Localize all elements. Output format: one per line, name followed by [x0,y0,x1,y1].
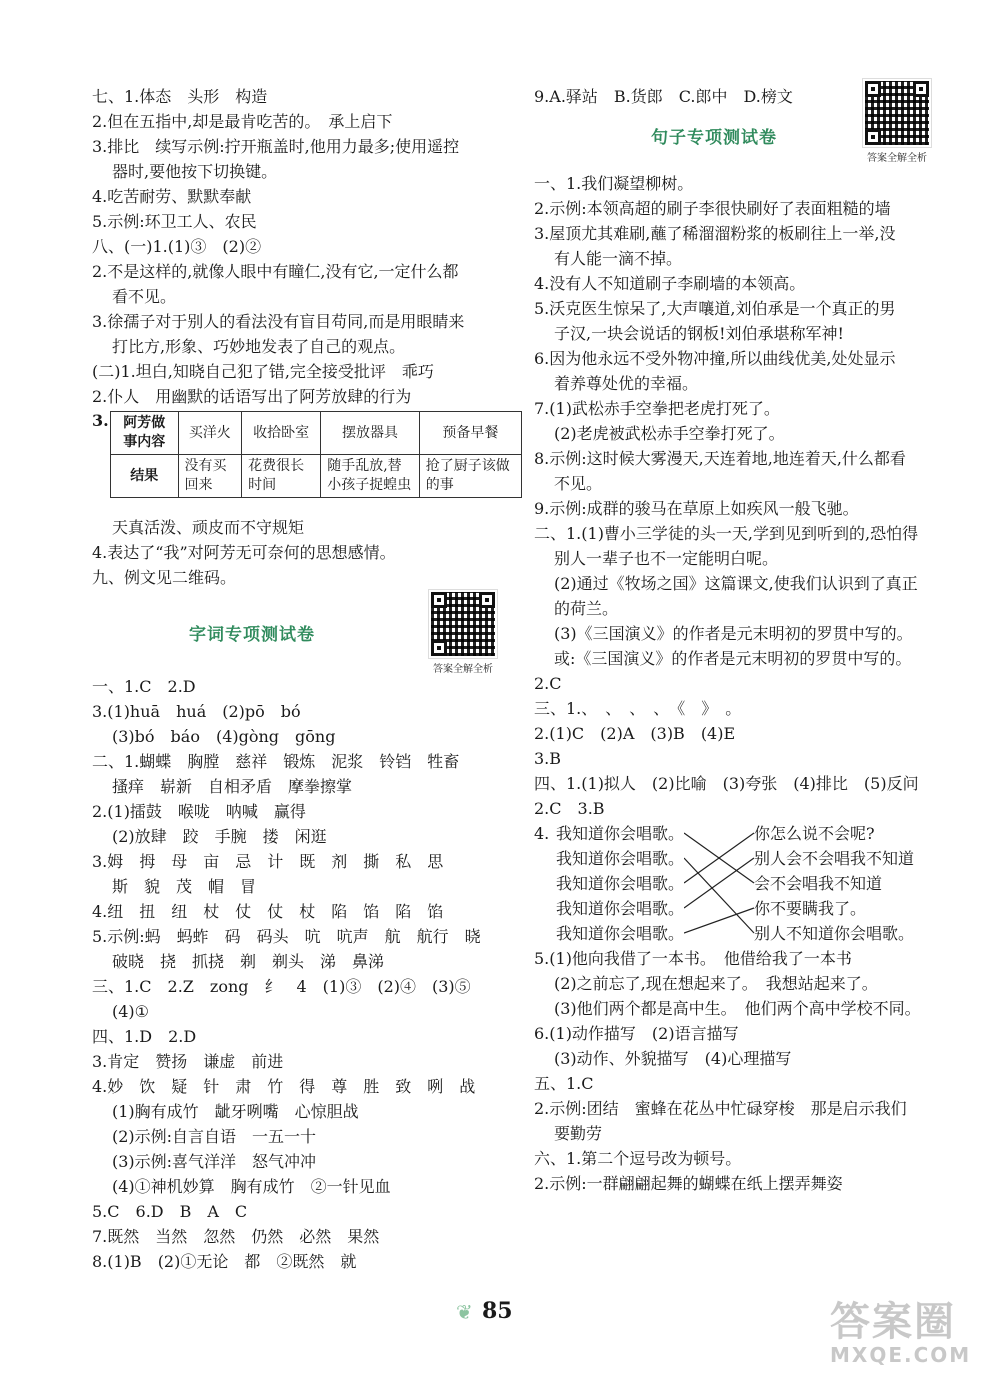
answer-line: (2)老虎被武松赤手空拳打死了。 [554,424,785,443]
answer-line: 看不见。 [112,287,177,306]
section-title-juzi: 句子专项测试卷 [651,128,777,148]
table-cell: 收拾卧室 [242,412,321,455]
table-question-number: 3. [92,411,109,430]
right-column [534,84,954,1196]
answer-line: 子汉,一块会说话的钢板!刘伯承堪称军神! [554,324,844,343]
answer-line: (2)示例:自言自语 一五一十 [112,1127,317,1146]
cihui-header [92,590,522,674]
list-item: 你怎么说不会呢? [754,824,875,843]
qr-code-icon [429,590,497,658]
list-item: 别人不知道你会唱歌。 [754,924,915,943]
answer-line: 破晓 挠 抓挠 剃 剃头 涕 鼻涕 [112,952,385,971]
answer-line: (3)他们两个都是高中生。 他们两个高中学校不同。 [554,999,921,1018]
answer-line: 3.(1)huā huá (2)pō bó [92,702,301,721]
answer-line: 7.(1)武松赤手空拳把老虎打死了。 [534,399,780,418]
table-cell: 随手乱放,替小孩子捉蝗虫 [321,455,420,498]
answer-line: 要勤劳 [554,1124,603,1143]
table-cell: 阿芳做事内容 [111,412,179,455]
list-item: 我知道你会唱歌。 [556,874,685,893]
answer-line: 6.因为他永远不受外物冲撞,所以曲线优美,处处显示 [534,349,896,368]
answer-line: 2.但在五指中,却是最肯吃苦的。 承上启下 [92,112,393,131]
match-lines [684,821,756,946]
matching-exercise [534,821,954,946]
qr-caption: 答案全解全析 [867,153,927,164]
answer-line: 五、1.C [534,1074,594,1093]
answer-line: 四、1.(1)拟人 (2)比喻 (3)夸张 (4)排比 (5)反问 [534,774,919,793]
watermark-text: 答案圈 [830,1299,956,1345]
answer-line: 5.示例:蚂 蚂蚱 码 码头 吭 吭声 航 航行 晓 [92,927,481,946]
answer-line: 2.C 3.B [534,799,605,818]
left-column [92,84,522,1274]
answer-line: (2)放肆 跤 手腕 搂 闲逛 [112,827,327,846]
answer-line: 4.吃苦耐劳、默默奉献 [92,187,252,206]
qr-caption: 答案全解全析 [433,664,493,675]
answer-line: (2)之前忘了,现在想起来了。 我想站起来了。 [554,974,878,993]
answer-line: 天真活泼、顽皮而不守规矩 [112,518,305,537]
answer-line: 或:《三国演义》的作者是元末明初的罗贯中写的。 [554,649,912,668]
answer-line: 6.(1)动作描写 (2)语言描写 [534,1024,739,1043]
answer-line: 4.没有人不知道刷子李刷墙的本领高。 [534,274,806,293]
match-line [684,858,754,908]
answer-line: 别人一辈子也不一定能明白呢。 [554,549,779,568]
answer-line: 2.(1)C (2)A (3)B (4)E [534,724,736,743]
table-cell: 预备早餐 [419,412,521,455]
answer-line: 搔痒 崭新 自相矛盾 摩拳擦掌 [112,777,353,796]
answer-line: 7.既然 当然 忽然 仍然 必然 果然 [92,1227,380,1246]
answer-line: 4.纽 扭 纽 杖 仗 仗 杖 陷 馅 陷 馅 [92,902,444,921]
list-item: 别人会不会唱我不知道 [754,849,915,868]
answer-line: 三、1.C 2.Z zong 纟 4 (1)③ (2)④ (3)⑤ [92,977,471,996]
table-row [111,412,522,455]
list-item: 你不要瞒我了。 [754,899,867,918]
qr-code-icon [863,79,931,147]
answer-line: 9.A.驿站 B.货郎 C.郎中 D.榜文 [534,87,793,106]
juzi-header [534,109,954,171]
answer-line: 2.(1)擂鼓 喉咙 呐喊 赢得 [92,802,306,821]
table-cell: 抢了厨子该做的事 [419,455,521,498]
answer-line: 打比方,形象、巧妙地发表了自己的观点。 [112,337,406,356]
answer-line: 3.屋顶尤其难刷,蘸了稀溜溜粉浆的板刷往上一举,没 [534,224,896,243]
answer-line: 4.妙 饮 疑 针 肃 竹 得 尊 胜 致 咧 战 [92,1077,476,1096]
afang-table-block [92,411,522,509]
answer-line: 一、1.我们凝望柳树。 [534,174,694,193]
answer-line: 4.表达了“我”对阿芳无可奈何的思想感情。 [92,543,396,562]
answer-line: (4)① [112,1002,150,1021]
answer-line: 5.(1)他向我借了一本书。 他借给我了一本书 [534,949,852,968]
answer-line: 六、1.第二个逗号改为顿号。 [534,1149,742,1168]
table-cell: 结果 [111,455,179,498]
answer-line: (3)示例:喜气洋洋 怒气冲冲 [112,1152,317,1171]
answer-line: 3.姆 拇 母 亩 忌 计 既 剂 撕 私 思 [92,852,444,871]
answer-line: 2.仆人 用幽默的话语写出了阿芳放肆的行为 [92,387,412,406]
list-item: 我知道你会唱歌。 [556,824,685,843]
sprout-icon: ❦ [456,1300,473,1324]
watermark-logo [830,1290,1000,1387]
watermark-url: MXQE.COM [830,1343,972,1367]
answer-line: (3)bó báo (4)gòng gōng [112,727,336,746]
list-item: 会不会唱我不知道 [754,874,883,893]
match-question-number: 4. [534,824,550,843]
answer-line: 二、1.蝴蝶 胸膛 慈祥 锻炼 泥浆 铃铛 牲畜 [92,752,460,771]
table-cell: 花费很长时间 [242,455,321,498]
answer-line: (2)通过《牧场之国》这篇课文,使我们认识到了真正 [554,574,918,593]
answer-line: 器时,要他按下切换键。 [112,162,278,181]
qr-block-juzi [856,79,938,164]
section-title-cihui: 字词专项测试卷 [189,625,315,645]
afang-table [110,411,522,498]
page-number: 85 [482,1298,513,1324]
table-cell: 摆放器具 [321,412,420,455]
table-cell: 买洋火 [178,412,242,455]
answer-line: 一、1.C 2.D [92,677,196,696]
section-8-answers [92,234,522,409]
answer-line: (1)胸有成竹 龇牙咧嘴 心惊胆战 [112,1102,359,1121]
answer-line: 3.肯定 赞扬 谦虚 前进 [92,1052,284,1071]
list-item: 我知道你会唱歌。 [556,849,685,868]
answer-line: 四、1.D 2.D [92,1027,197,1046]
match-line [684,908,754,933]
answer-line: 七、1.体态 头形 构造 [92,87,268,106]
answer-line: (4)①神机妙算 胸有成竹 ②一针见血 [112,1177,391,1196]
answer-line: 斯 貌 茂 帽 冒 [112,877,257,896]
answer-line: 2.C [534,674,562,693]
answer-line: 9.示例:成群的骏马在草原上如疾风一般飞驰。 [534,499,859,518]
list-item: 我知道你会唱歌。 [556,924,685,943]
answer-line: 8.(1)B (2)①无论 都 ②既然 就 [92,1252,357,1271]
juzi-answers-2 [534,946,954,1196]
table-cell: 没有买回来 [178,455,242,498]
answer-line: 3.徐孺子对于别人的看法没有盲目苟同,而是用眼睛来 [92,312,465,331]
answer-line: 2.示例:团结 蜜蜂在花丛中忙碌穿梭 那是启示我们 [534,1099,907,1118]
answer-line: 三、1.、 、 、 、 《 》 。 [534,699,742,718]
answer-line: 3.B [534,749,562,768]
answer-line: 2.不是这样的,就像人眼中有瞳仁,没有它,一定什么都 [92,262,459,281]
answer-line: (二)1.坦白,知晓自己犯了错,完全接受批评 乖巧 [92,362,434,381]
answer-line: 着养尊处优的幸福。 [554,374,699,393]
answer-line: 5.沃克医生惊呆了,大声嚷道,刘伯承是一个真正的男 [534,299,896,318]
qr-block-cihui [422,590,504,675]
answer-line: 的荷兰。 [554,599,619,618]
answer-line: 8.示例:这时候大雾漫天,天连着地,地连着天,什么都看 [534,449,906,468]
answer-line: 5.示例:环卫工人、农民 [92,212,257,231]
table-row [111,455,522,498]
section-8b-answers [92,515,522,590]
cihui-answers [92,674,522,1274]
section-7-answers [92,84,522,234]
answer-line: 九、例文见二维码。 [92,568,237,587]
answer-line: (3)动作、外貌描写 (4)心理描写 [554,1049,792,1068]
answer-line: 不见。 [554,474,603,493]
answer-line: 2.示例:一群翩翩起舞的蝴蝶在纸上摆弄舞姿 [534,1174,843,1193]
juzi-answers [534,171,954,821]
answer-line: (3)《三国演义》的作者是元末明初的罗贯中写的。 [554,624,913,643]
match-line [684,858,754,933]
answer-line: 3.排比 续写示例:拧开瓶盖时,他用力最多;使用遥控 [92,137,460,156]
answer-line: 二、1.(1)曹小三学徒的头一天,学到见到听到的,恐怕得 [534,524,919,543]
list-item: 我知道你会唱歌。 [556,899,685,918]
match-right-list [754,821,914,946]
answer-line: 2.示例:本领高超的刷子李很快刷好了表面粗糙的墙 [534,199,891,218]
match-left-list [556,821,684,946]
answer-line: 有人能一滴不掉。 [554,249,683,268]
answer-line: 八、(一)1.(1)③ (2)② [92,237,262,256]
answer-line: 5.C 6.D B A C [92,1202,248,1221]
